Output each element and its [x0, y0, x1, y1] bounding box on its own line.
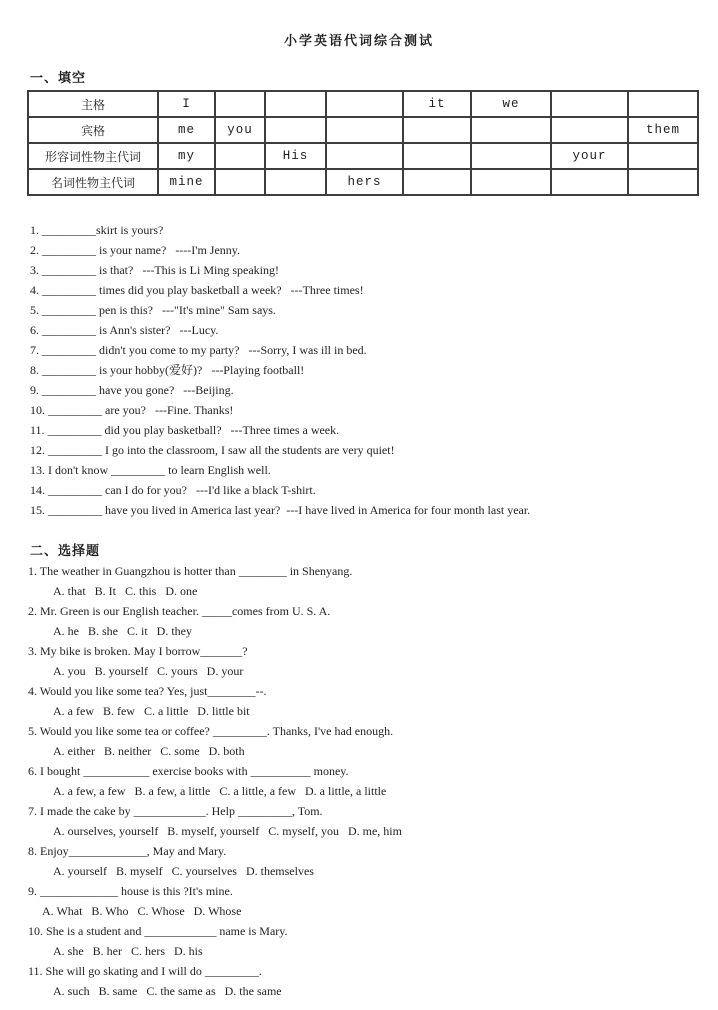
row-label: 名词性物主代词: [28, 169, 158, 195]
question-options: A. such B. same C. the same as D. the same: [53, 984, 282, 998]
question-line: 10. _________ are you? ---Fine. Thanks!: [30, 403, 234, 417]
question-stem: 6. I bought ___________ exercise books with __________ money.: [28, 764, 349, 778]
row-label: 形容词性物主代词: [28, 143, 158, 169]
fill-in-questions: [30, 220, 718, 520]
table-row: [28, 143, 698, 169]
question-options: A. he B. she C. it D. they: [53, 624, 192, 638]
table-cell: mine: [158, 169, 215, 195]
question-line: 13. I don't know _________ to learn English well.: [30, 463, 271, 477]
question-stem: 2. Mr. Green is our English teacher. _____comes from U. S. A.: [28, 604, 331, 618]
question-stem: 7. I made the cake by ____________. Help _________, Tom.: [28, 804, 323, 818]
question-line: 6. _________ is Ann's sister? ---Lucy.: [30, 323, 219, 337]
page-title: 小学英语代词综合测试: [283, 34, 434, 49]
pronoun-table: [27, 90, 699, 196]
table-cell: [471, 169, 551, 195]
question-line: 5. _________ pen is this? ---"It's mine" Sam says.: [30, 303, 276, 317]
row-label: 主格: [28, 91, 158, 117]
question-stem: 3. My bike is broken. May I borrow_______?: [28, 644, 248, 658]
question-options: A. you B. yourself C. yours D. your: [53, 664, 244, 678]
table-cell: [471, 143, 551, 169]
table-cell: them: [628, 117, 698, 143]
table-cell: [215, 169, 265, 195]
question-stem: 11. She will go skating and I will do _________.: [28, 964, 262, 978]
question-stem: 10. She is a student and ____________ name is Mary.: [28, 924, 288, 938]
question-stem: 5. Would you like some tea or coffee? _________. Thanks, I've had enough.: [28, 724, 394, 738]
question-options: A. ourselves, yourself B. myself, yourself C. myself, you D. me, him: [53, 824, 402, 838]
section1-heading: 一、填空: [30, 71, 87, 86]
table-cell: hers: [326, 169, 403, 195]
question-line: 12. _________ I go into the classroom, I saw all the students are very quiet!: [30, 443, 395, 457]
question-options: A. a few, a few B. a few, a little C. a little, a few D. a little, a little: [53, 784, 387, 798]
table-cell: me: [158, 117, 215, 143]
table-cell: [265, 169, 326, 195]
table-cell: [265, 91, 326, 117]
table-cell: [628, 143, 698, 169]
table-cell: [326, 143, 403, 169]
table-cell: [326, 117, 403, 143]
table-cell: [265, 117, 326, 143]
table-cell: [628, 91, 698, 117]
question-stem: 4. Would you like some tea? Yes, just________--.: [28, 684, 267, 698]
table-cell: [215, 143, 265, 169]
table-cell: I: [158, 91, 215, 117]
question-line: 15. _________ have you lived in America last year? ---I have lived in America for four month last year.: [30, 503, 531, 517]
question-options: A. either B. neither C. some D. both: [53, 744, 245, 758]
question-line: 4. _________ times did you play basketball a week? ---Three times!: [30, 283, 364, 297]
table-cell: [628, 169, 698, 195]
table-cell: His: [265, 143, 326, 169]
table-row: [28, 169, 698, 195]
table-cell: [551, 169, 628, 195]
question-options: A. yourself B. myself C. yourselves D. themselves: [53, 864, 314, 878]
question-line: 1. _________skirt is yours?: [30, 223, 164, 237]
table-cell: my: [158, 143, 215, 169]
table-cell: it: [403, 91, 471, 117]
table-cell: [551, 91, 628, 117]
choice-questions: [28, 561, 718, 1001]
question-line: 11. _________ did you play basketball? ---Three times a week.: [30, 423, 340, 437]
question-line: 2. _________ is your name? ----I'm Jenny.: [30, 243, 241, 257]
question-stem: 8. Enjoy_____________, May and Mary.: [28, 844, 227, 858]
question-line: 7. _________ didn't you come to my party? ---Sorry, I was ill in bed.: [30, 343, 367, 357]
table-cell: [551, 117, 628, 143]
table-cell: [403, 117, 471, 143]
question-stem: 1. The weather in Guangzhou is hotter than ________ in Shenyang.: [28, 564, 353, 578]
table-cell: [403, 143, 471, 169]
question-options: A. a few B. few C. a little D. little bit: [53, 704, 250, 718]
table-row: [28, 117, 698, 143]
table-cell: [215, 91, 265, 117]
table-cell: [403, 169, 471, 195]
row-label: 宾格: [28, 117, 158, 143]
question-line: 9. _________ have you gone? ---Beijing.: [30, 383, 234, 397]
question-line: 14. _________ can I do for you? ---I'd like a black T-shirt.: [30, 483, 316, 497]
question-line: 8. _________ is your hobby(爱好)? ---Playing football!: [30, 363, 305, 377]
question-options: A. that B. It C. this D. one: [53, 584, 198, 598]
table-cell: we: [471, 91, 551, 117]
section2-heading: 二、选择题: [30, 544, 101, 559]
question-line: 3. _________ is that? ---This is Li Ming speaking!: [30, 263, 279, 277]
table-cell: [471, 117, 551, 143]
table-row: [28, 91, 698, 117]
question-stem: 9. _____________ house is this ?It's mine.: [28, 884, 233, 898]
table-cell: you: [215, 117, 265, 143]
question-options: A. she B. her C. hers D. his: [53, 944, 203, 958]
table-cell: your: [551, 143, 628, 169]
table-cell: [326, 91, 403, 117]
question-options: A. What B. Who C. Whose D. Whose: [42, 904, 242, 918]
